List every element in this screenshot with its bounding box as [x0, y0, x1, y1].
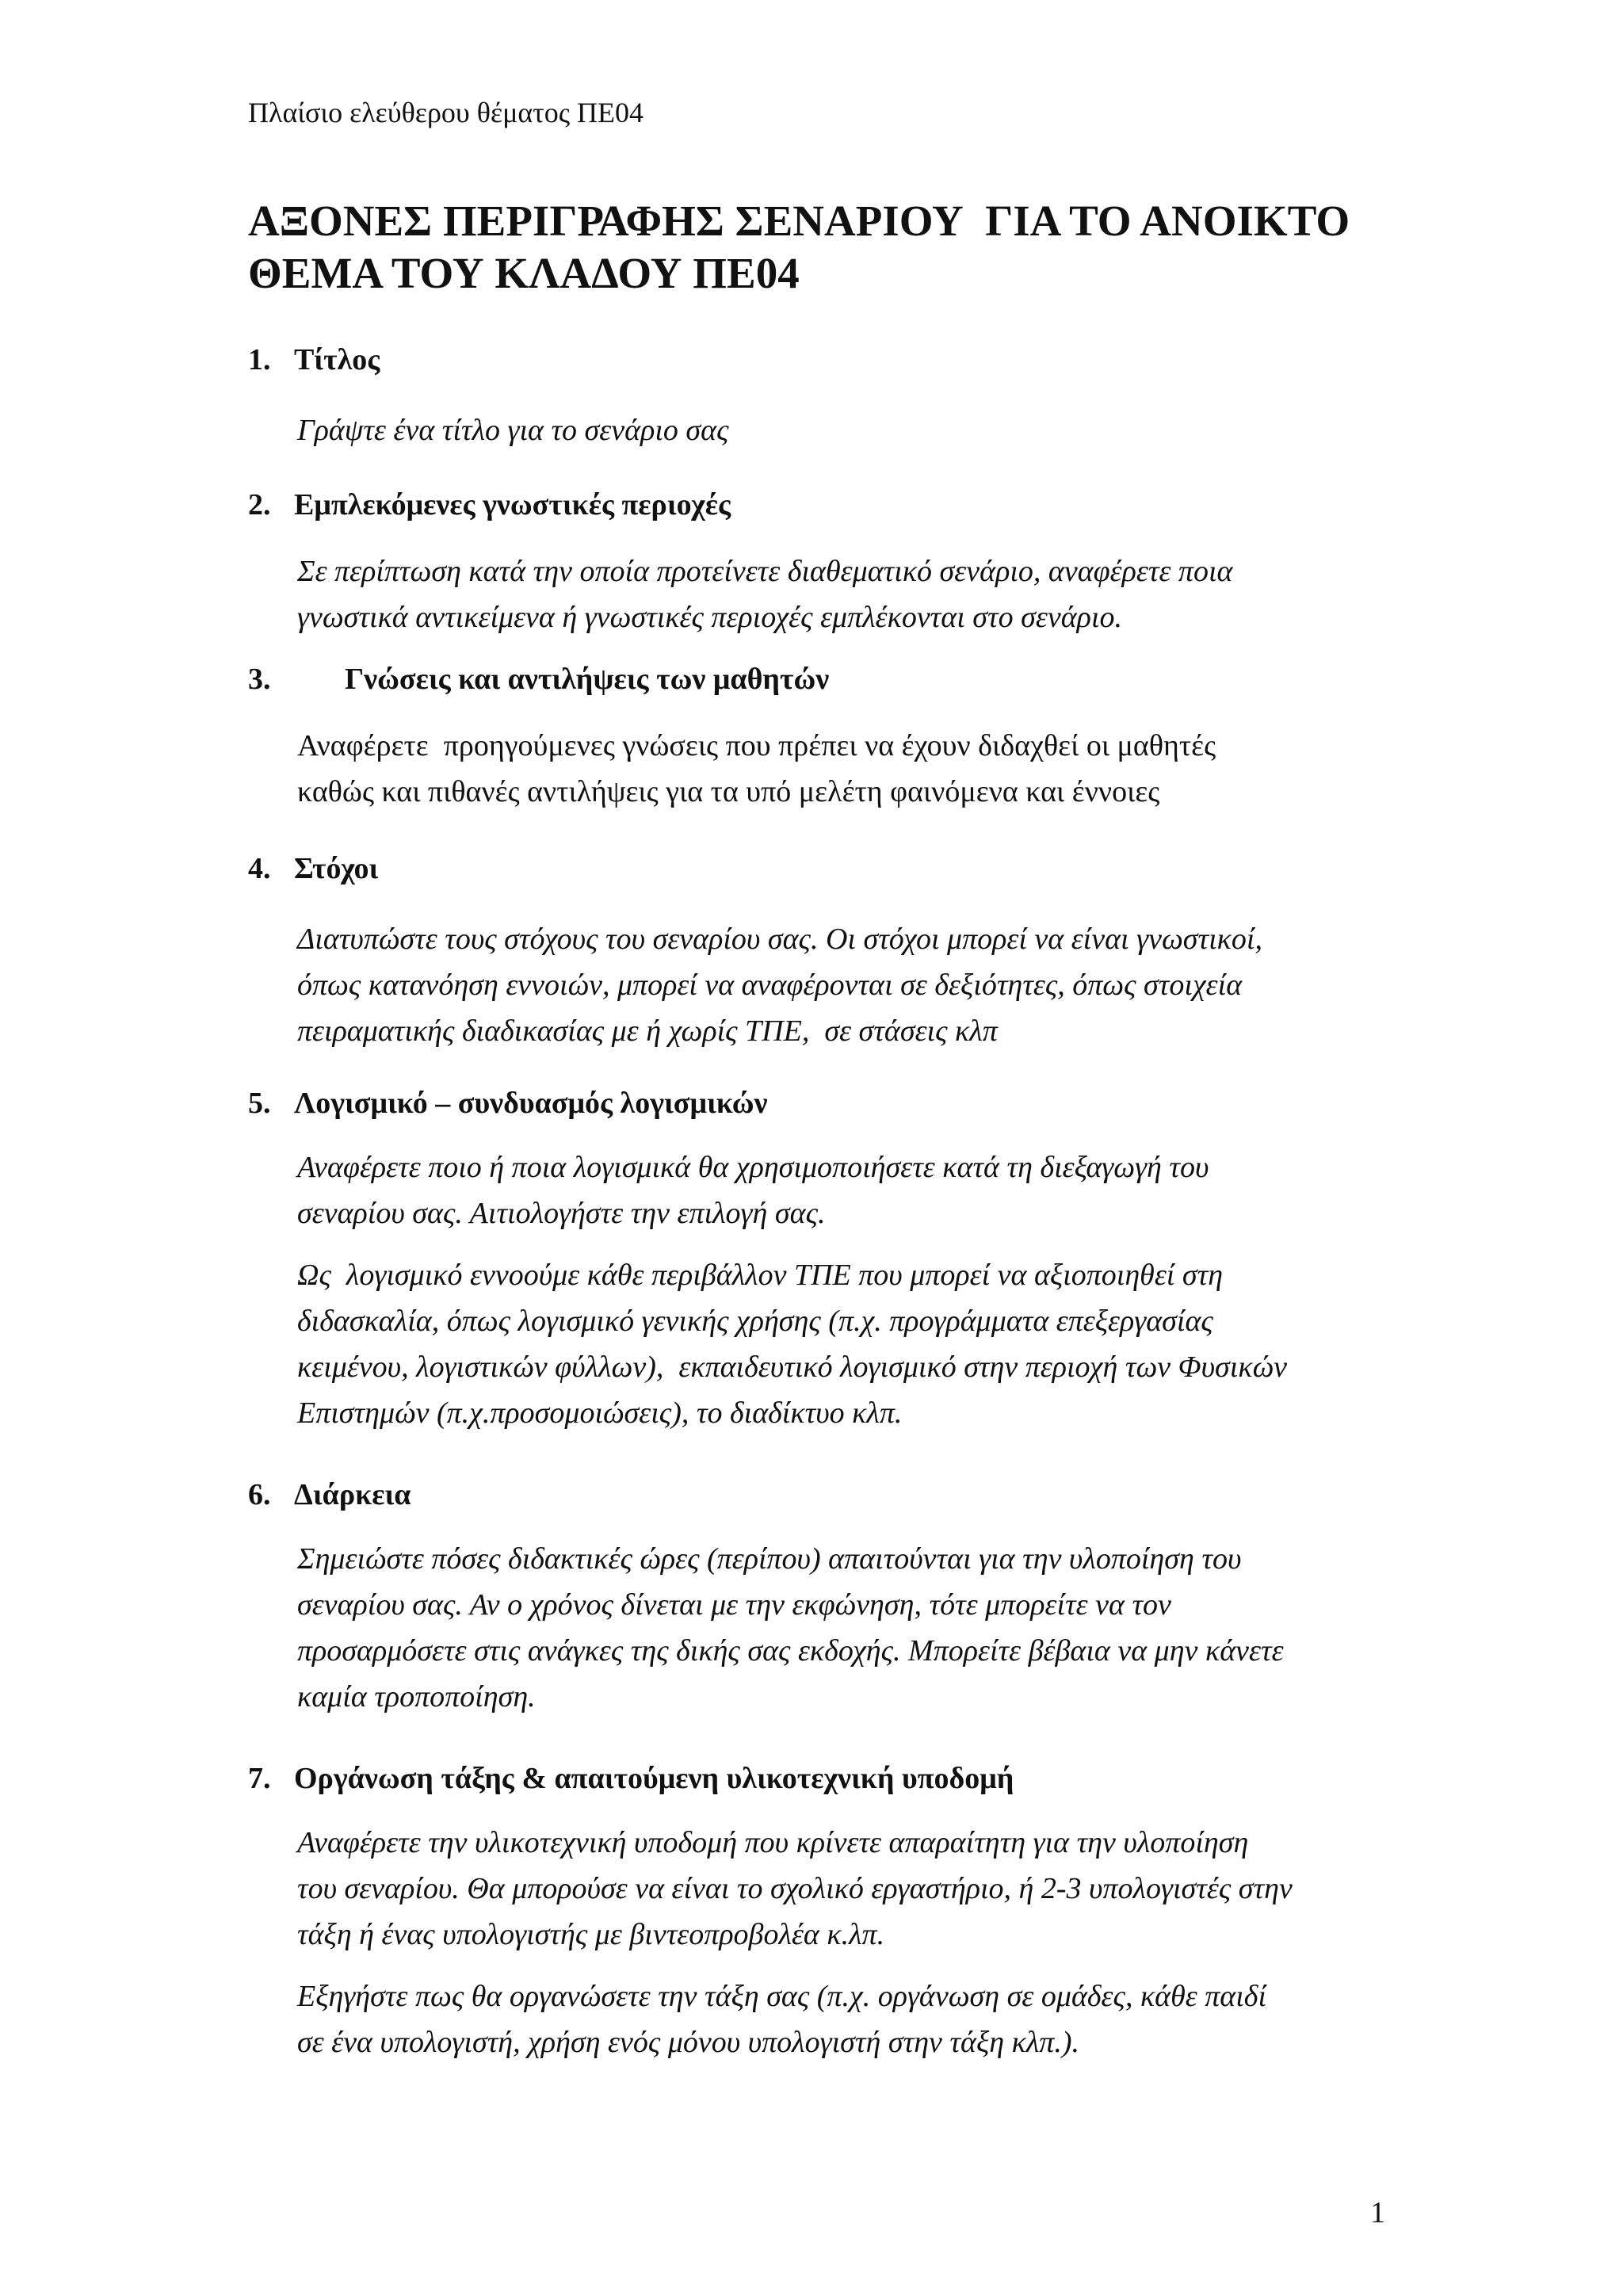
- section-4: [248, 850, 1437, 1054]
- paragraph-line: σε ένα υπολογιστή, χρήση ενός μόνου υπολογιστή στην τάξη κλπ.).: [297, 2026, 1079, 2059]
- section-number: 5.: [248, 1087, 271, 1120]
- section-number: 7.: [248, 1762, 271, 1795]
- section-1: [248, 341, 1437, 453]
- paragraph-line: του σεναρίου. Θα μπορούσε να είναι το σχολικό εργαστήριο, ή 2-3 υπολογιστές στην: [297, 1872, 1293, 1905]
- paragraph-line: Εξηγήστε πως θα οργανώσετε την τάξη σας (π.χ. οργάνωση σε ομάδες, κάθε παιδί: [297, 1980, 1267, 2013]
- section-heading: [248, 1084, 1437, 1122]
- section-number: 1.: [248, 343, 271, 376]
- section-number: 3.: [248, 663, 271, 696]
- section-paragraph: [297, 1973, 1437, 2065]
- section-heading: [248, 850, 1437, 888]
- section-paragraph: [297, 1252, 1437, 1436]
- paragraph-line: Αναφέρετε την υλικοτεχνική υποδομή που κρίνετε απαραίτητη για την υλοποίηση: [297, 1826, 1249, 1859]
- title-line-1: ΑΞΟΝΕΣ ΠΕΡΙΓΡΑΦΗΣ ΣΕΝΑΡΙΟΥ ΓΙΑ ΤΟ ΑΝΟΙΚΤΟ: [248, 197, 1350, 245]
- section-3: [248, 660, 1437, 815]
- section-6: [248, 1476, 1437, 1720]
- section-title: Λογισμικό – συνδυασμός λογισμικών: [294, 1087, 768, 1120]
- paragraph-line: Σημειώστε πόσες διδακτικές ώρες (περίπου) απαιτούνται για την υλοποίηση του: [297, 1542, 1242, 1576]
- section-heading: [248, 1759, 1437, 1797]
- section-paragraph: [297, 548, 1437, 640]
- section-7: [248, 1759, 1437, 2065]
- section-heading: [248, 486, 1437, 524]
- title-line-2: ΘΕΜΑ ΤΟΥ ΚΛΑΔΟΥ ΠΕ04: [248, 249, 800, 297]
- paragraph-line: καμία τροποποίηση.: [297, 1680, 536, 1713]
- section-title: Εμπλεκόμενες γνωστικές περιοχές: [294, 488, 731, 521]
- paragraph-line: προσαρμόσετε στις ανάγκες της δικής σας εκδοχής. Μπορείτε βέβαια να μην κάνετε: [297, 1634, 1284, 1668]
- section-2: [248, 486, 1437, 640]
- section-title: Οργάνωση τάξης & απαιτούμενη υλικοτεχνική υποδομή: [294, 1762, 1014, 1795]
- paragraph-line: Σε περίπτωση κατά την οποία προτείνετε διαθεματικό σενάριο, αναφέρετε ποια: [297, 555, 1233, 588]
- section-heading: [248, 1476, 1437, 1514]
- paragraph-line: Ως λογισμικό εννοούμε κάθε περιβάλλον ΤΠΕ που μπορεί να αξιοποιηθεί στη: [297, 1259, 1224, 1292]
- paragraph-line: καθώς και πιθανές αντιλήψεις για τα υπό μελέτη φαινόμενα και έννοιες: [297, 775, 1160, 808]
- paragraph-line: Διατυπώστε τους στόχους του σεναρίου σας. Οι στόχοι μπορεί να είναι γνωστικοί,: [297, 923, 1262, 956]
- running-header: Πλαίσιο ελεύθερου θέματος ΠΕ04: [248, 97, 643, 128]
- section-title: Γνώσεις και αντιλήψεις των μαθητών: [345, 663, 830, 696]
- paragraph-line: Επιστημών (π.χ.προσομοιώσεις), το διαδίκτυο κλπ.: [297, 1396, 903, 1430]
- paragraph-line: κειμένου, λογιστικών φύλλων), εκπαιδευτικό λογισμικό στην περιοχή των Φυσικών: [297, 1350, 1287, 1384]
- section-number: 2.: [248, 488, 271, 521]
- section-5: [248, 1084, 1437, 1436]
- paragraph-line: διδασκαλία, όπως λογισμικό γενικής χρήσης (π.χ. προγράμματα επεξεργασίας: [297, 1305, 1213, 1338]
- section-paragraph: [297, 1144, 1437, 1236]
- paragraph-line: πειραματικής διαδικασίας με ή χωρίς ΤΠΕ, σε στάσεις κλπ: [297, 1014, 998, 1048]
- paragraph-line: Αναφέρετε προηγούμενες γνώσεις που πρέπει να έχουν διδαχθεί οι μαθητές: [297, 729, 1216, 762]
- section-title: Τίτλος: [294, 343, 380, 376]
- section-paragraph: [297, 916, 1437, 1054]
- section-title: Διάρκεια: [294, 1478, 411, 1511]
- section-number: 4.: [248, 852, 271, 885]
- paragraph-line: Αναφέρετε ποιο ή ποια λογισμικά θα χρησιμοποιήσετε κατά τη διεξαγωγή του: [297, 1151, 1209, 1184]
- document-title: [248, 195, 1421, 300]
- paragraph-line: Γράψτε ένα τίτλο για το σενάριο σας: [297, 414, 729, 447]
- section-heading: [248, 341, 1437, 379]
- section-paragraph: [297, 407, 1437, 453]
- section-paragraph: [297, 1536, 1437, 1720]
- section-paragraph: [297, 723, 1437, 815]
- section-paragraph: [297, 1820, 1437, 1958]
- section-title: Στόχοι: [294, 852, 379, 885]
- section-number: 6.: [248, 1478, 271, 1511]
- page-number: 1: [1370, 2196, 1385, 2229]
- section-heading: [248, 660, 1437, 698]
- paragraph-line: όπως κατανόηση εννοιών, μπορεί να αναφέρονται σε δεξιότητες, όπως στοιχεία: [297, 968, 1243, 1002]
- paragraph-line: σεναρίου σας. Αιτιολογήστε την επιλογή σας.: [297, 1197, 826, 1230]
- paragraph-line: σεναρίου σας. Αν ο χρόνος δίνεται με την εκφώνηση, τότε μπορείτε να τον: [297, 1588, 1171, 1622]
- paragraph-line: τάξη ή ένας υπολογιστής με βιντεοπροβολέα κ.λπ.: [297, 1918, 885, 1951]
- paragraph-line: γνωστικά αντικείμενα ή γνωστικές περιοχές εμπλέκονται στο σενάριο.: [297, 601, 1122, 634]
